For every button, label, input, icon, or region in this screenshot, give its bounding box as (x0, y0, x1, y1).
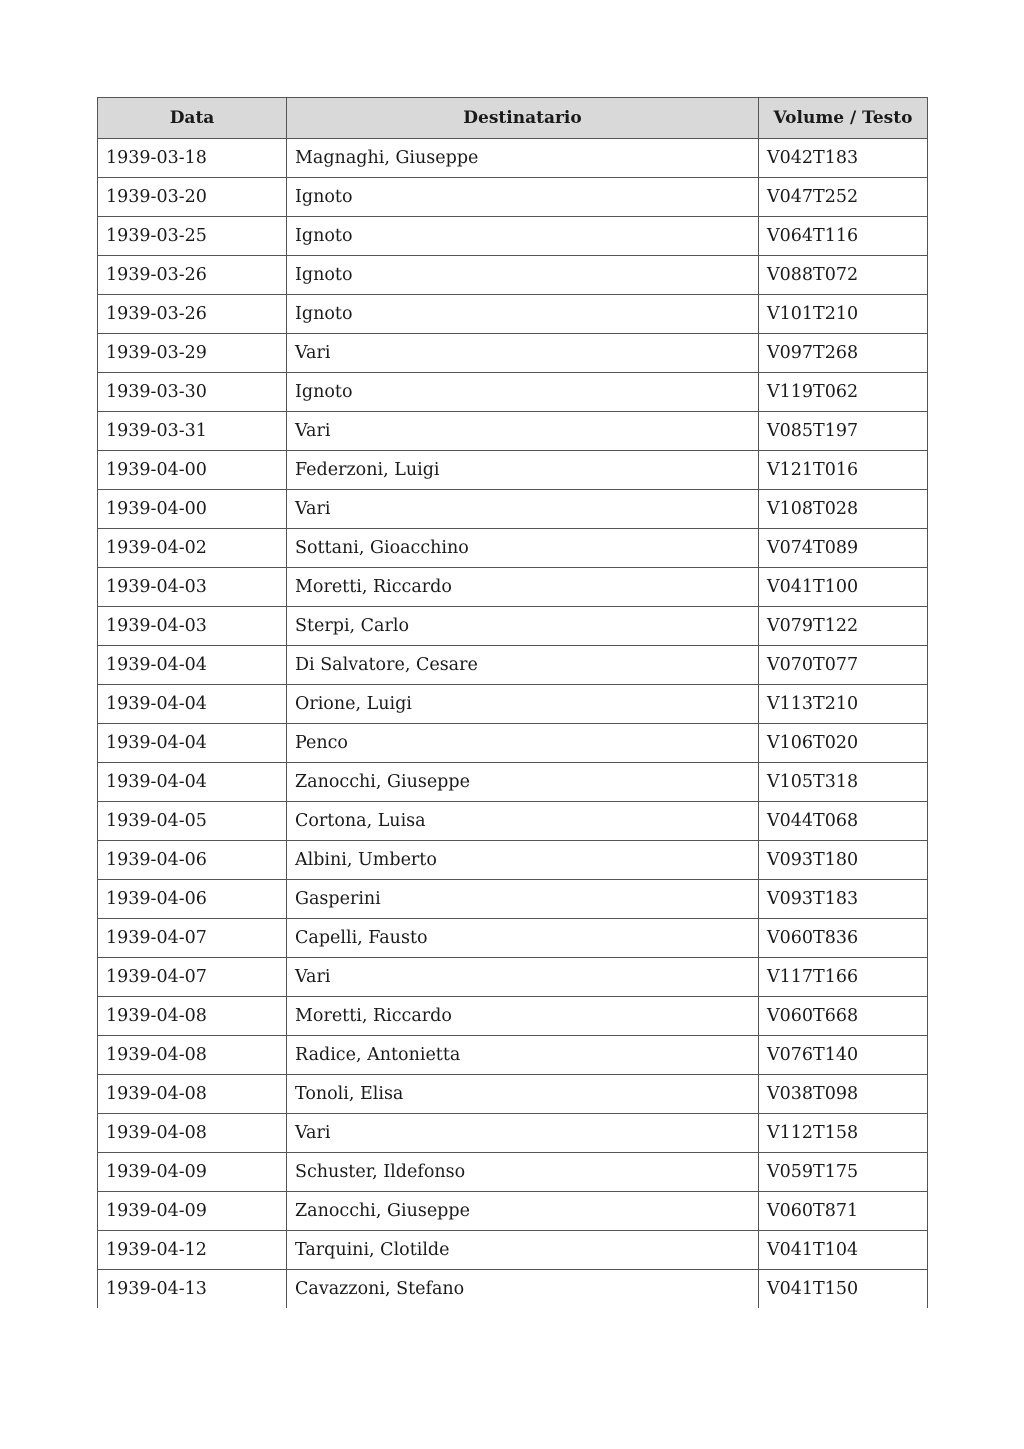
cell-volume: V070T077 (759, 646, 928, 685)
cell-recipient: Vari (287, 490, 759, 529)
cell-volume: V108T028 (759, 490, 928, 529)
cell-date: 1939-04-04 (98, 763, 287, 802)
cell-volume: V059T175 (759, 1153, 928, 1192)
cell-recipient: Vari (287, 412, 759, 451)
table-row (98, 373, 928, 412)
cell-date: 1939-04-06 (98, 880, 287, 919)
column-header-data: Data (98, 98, 287, 139)
cell-date: 1939-04-13 (98, 1270, 287, 1309)
cell-date: 1939-03-25 (98, 217, 287, 256)
cell-volume: V074T089 (759, 529, 928, 568)
column-header-volume: Volume / Testo (759, 98, 928, 139)
cell-recipient: Gasperini (287, 880, 759, 919)
cell-recipient: Vari (287, 334, 759, 373)
cell-date: 1939-03-30 (98, 373, 287, 412)
cell-date: 1939-03-31 (98, 412, 287, 451)
table-row (98, 295, 928, 334)
cell-date: 1939-03-18 (98, 139, 287, 178)
cell-date: 1939-04-09 (98, 1153, 287, 1192)
table-row (98, 490, 928, 529)
cell-volume: V117T166 (759, 958, 928, 997)
table-row (98, 1192, 928, 1231)
cell-recipient: Magnaghi, Giuseppe (287, 139, 759, 178)
cell-recipient: Moretti, Riccardo (287, 568, 759, 607)
cell-recipient: Orione, Luigi (287, 685, 759, 724)
cell-date: 1939-04-12 (98, 1231, 287, 1270)
cell-volume: V060T668 (759, 997, 928, 1036)
cell-volume: V088T072 (759, 256, 928, 295)
cell-date: 1939-04-04 (98, 685, 287, 724)
cell-recipient: Tonoli, Elisa (287, 1075, 759, 1114)
cell-recipient: Ignoto (287, 178, 759, 217)
column-header-destinatario: Destinatario (287, 98, 759, 139)
cell-date: 1939-04-05 (98, 802, 287, 841)
table-row (98, 217, 928, 256)
table-row (98, 334, 928, 373)
table-row (98, 139, 928, 178)
cell-recipient: Ignoto (287, 295, 759, 334)
cell-date: 1939-03-29 (98, 334, 287, 373)
cell-date: 1939-03-20 (98, 178, 287, 217)
cell-volume: V106T020 (759, 724, 928, 763)
cell-date: 1939-03-26 (98, 295, 287, 334)
cell-date: 1939-04-08 (98, 1036, 287, 1075)
table-body (98, 139, 928, 1309)
table-row (98, 685, 928, 724)
table-row (98, 1036, 928, 1075)
table-row (98, 763, 928, 802)
cell-volume: V119T062 (759, 373, 928, 412)
cell-date: 1939-04-07 (98, 919, 287, 958)
cell-date: 1939-03-26 (98, 256, 287, 295)
table-row (98, 451, 928, 490)
table-row (98, 841, 928, 880)
cell-date: 1939-04-04 (98, 646, 287, 685)
cell-volume: V097T268 (759, 334, 928, 373)
cell-recipient: Tarquini, Clotilde (287, 1231, 759, 1270)
cell-recipient: Schuster, Ildefonso (287, 1153, 759, 1192)
cell-volume: V113T210 (759, 685, 928, 724)
cell-recipient: Vari (287, 958, 759, 997)
cell-volume: V042T183 (759, 139, 928, 178)
cell-volume: V060T836 (759, 919, 928, 958)
table-row (98, 1153, 928, 1192)
table-row (98, 1075, 928, 1114)
cell-volume: V038T098 (759, 1075, 928, 1114)
cell-date: 1939-04-09 (98, 1192, 287, 1231)
cell-recipient: Di Salvatore, Cesare (287, 646, 759, 685)
table-row (98, 256, 928, 295)
cell-volume: V093T180 (759, 841, 928, 880)
table-row (98, 919, 928, 958)
cell-date: 1939-04-08 (98, 1114, 287, 1153)
cell-recipient: Penco (287, 724, 759, 763)
document-page (97, 97, 927, 1308)
cell-recipient: Moretti, Riccardo (287, 997, 759, 1036)
cell-recipient: Vari (287, 1114, 759, 1153)
cell-date: 1939-04-00 (98, 490, 287, 529)
table-row (98, 1114, 928, 1153)
cell-volume: V047T252 (759, 178, 928, 217)
header-row (98, 98, 928, 139)
cell-date: 1939-04-08 (98, 1075, 287, 1114)
cell-volume: V041T100 (759, 568, 928, 607)
cell-recipient: Radice, Antonietta (287, 1036, 759, 1075)
cell-date: 1939-04-02 (98, 529, 287, 568)
table-row (98, 1270, 928, 1309)
cell-recipient: Ignoto (287, 217, 759, 256)
cell-recipient: Federzoni, Luigi (287, 451, 759, 490)
table-row (98, 802, 928, 841)
table-row (98, 412, 928, 451)
cell-date: 1939-04-03 (98, 607, 287, 646)
cell-volume: V041T150 (759, 1270, 928, 1309)
cell-recipient: Zanocchi, Giuseppe (287, 1192, 759, 1231)
cell-recipient: Cavazzoni, Stefano (287, 1270, 759, 1309)
table-row (98, 724, 928, 763)
cell-volume: V076T140 (759, 1036, 928, 1075)
cell-recipient: Zanocchi, Giuseppe (287, 763, 759, 802)
cell-recipient: Sottani, Gioacchino (287, 529, 759, 568)
cell-recipient: Cortona, Luisa (287, 802, 759, 841)
table-row (98, 1231, 928, 1270)
cell-volume: V085T197 (759, 412, 928, 451)
cell-volume: V064T116 (759, 217, 928, 256)
cell-volume: V105T318 (759, 763, 928, 802)
cell-volume: V041T104 (759, 1231, 928, 1270)
cell-volume: V060T871 (759, 1192, 928, 1231)
cell-recipient: Capelli, Fausto (287, 919, 759, 958)
cell-date: 1939-04-08 (98, 997, 287, 1036)
letters-table (97, 97, 928, 1308)
cell-date: 1939-04-04 (98, 724, 287, 763)
table-row (98, 178, 928, 217)
cell-date: 1939-04-06 (98, 841, 287, 880)
cell-volume: V093T183 (759, 880, 928, 919)
cell-recipient: Ignoto (287, 373, 759, 412)
cell-recipient: Albini, Umberto (287, 841, 759, 880)
table-row (98, 568, 928, 607)
cell-volume: V101T210 (759, 295, 928, 334)
table-row (98, 646, 928, 685)
cell-date: 1939-04-03 (98, 568, 287, 607)
cell-date: 1939-04-00 (98, 451, 287, 490)
cell-recipient: Ignoto (287, 256, 759, 295)
table-header (98, 98, 928, 139)
table-row (98, 880, 928, 919)
table-row (98, 997, 928, 1036)
table-row (98, 958, 928, 997)
cell-date: 1939-04-07 (98, 958, 287, 997)
cell-volume: V079T122 (759, 607, 928, 646)
table-row (98, 529, 928, 568)
cell-volume: V044T068 (759, 802, 928, 841)
table-row (98, 607, 928, 646)
cell-volume: V112T158 (759, 1114, 928, 1153)
cell-recipient: Sterpi, Carlo (287, 607, 759, 646)
cell-volume: V121T016 (759, 451, 928, 490)
